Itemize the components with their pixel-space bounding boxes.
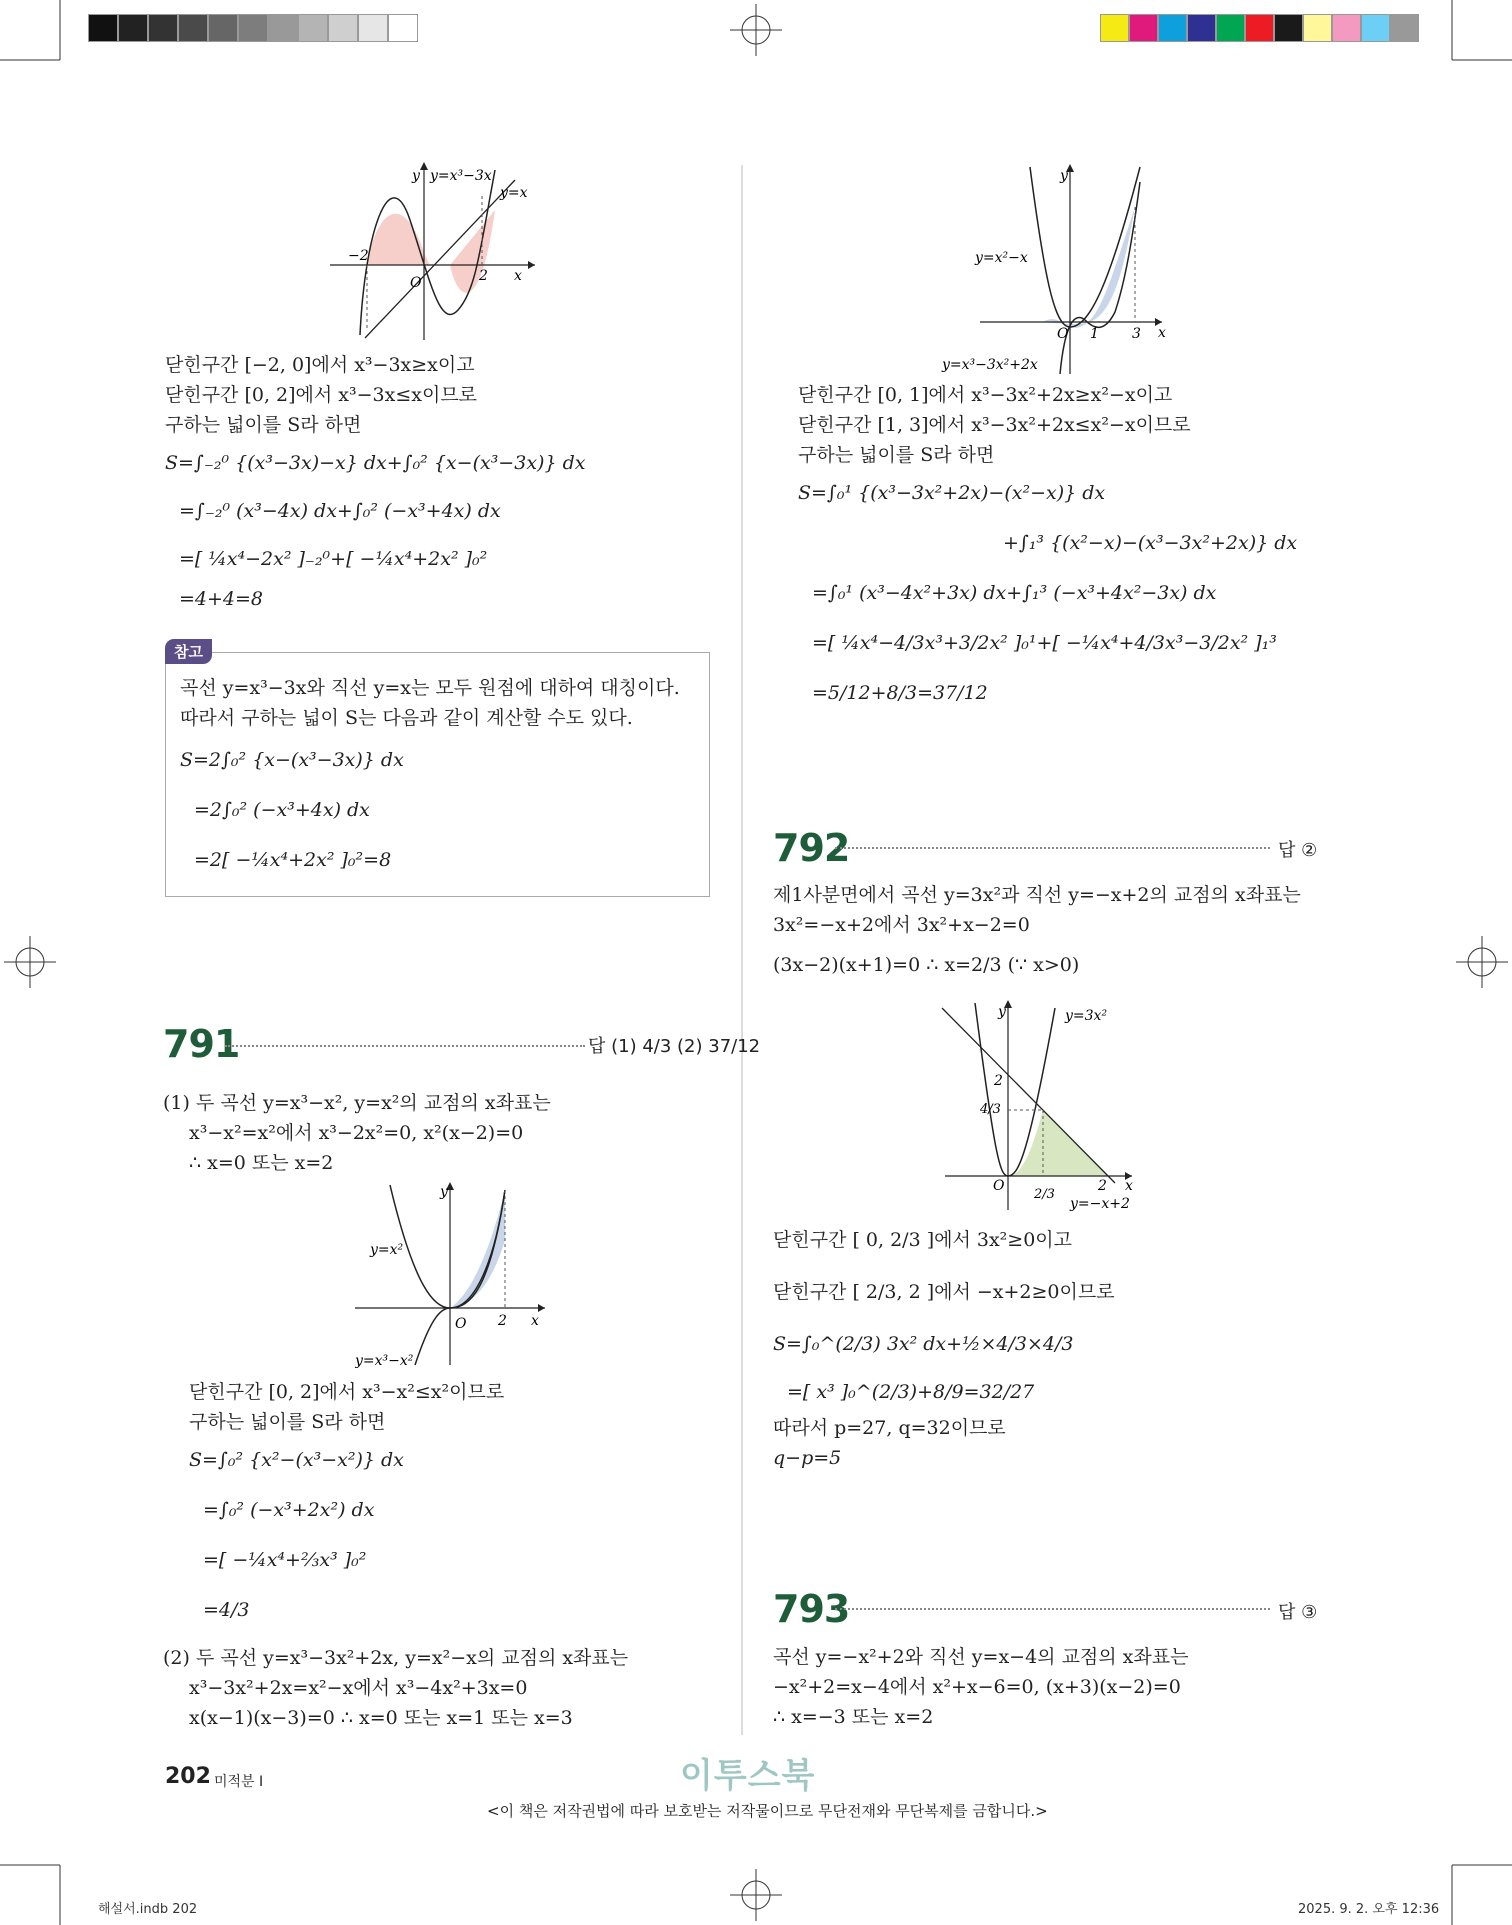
note-box (165, 643, 710, 897)
graph1-origin-label: O (410, 275, 422, 291)
copyright-notice: <이 책은 저작권법에 따라 보호받는 저작물이므로 무단전재와 무단복제를 금합니다.> (487, 1802, 1048, 1820)
graph-791-1 (355, 1180, 555, 1370)
graph-2-y: y (1060, 168, 1068, 184)
text-line: 닫힌구간 [0, 1]에서 x³−3x²+2x≥x²−x이고 (798, 384, 1173, 406)
text-line: x³−x²=x²에서 x³−2x²=0, x²(x−2)=0 (189, 1122, 524, 1144)
problem-number-793: 793 (773, 1587, 850, 1631)
graph-2-curve-b: y=x³−3x²+2x (942, 357, 1038, 373)
text-line: −x²+2=x−4에서 x²+x−6=0, (x+3)(x−2)=0 (773, 1676, 1181, 1698)
note-tag: 참고 (165, 639, 212, 664)
equation-line: S=∫₀² {x²−(x³−x²)} dx (189, 1449, 404, 1471)
answer-793: 답 ③ (1278, 1602, 1318, 1623)
graph-791-curve-a: y=x² (370, 1242, 404, 1258)
problem-number-791: 791 (163, 1022, 240, 1066)
equation-line: +∫₁³ {(x²−x)−(x³−3x²+2x)} dx (1003, 532, 1298, 554)
text-line: ∴ x=−3 또는 x=2 (773, 1706, 934, 1728)
p791-part2 (163, 1643, 733, 1733)
text-line: 닫힌구간 [0, 2]에서 x³−3x≤x이므로 (165, 384, 478, 406)
dotted-leader (225, 1045, 585, 1047)
equation-line: =[ ¼x⁴−4/3x³+3/2x² ]₀¹+[ −¼x⁴+4/3x³−3/2x² ]₁³ (812, 632, 1277, 654)
graph-792-line: y=−x+2 (1070, 1196, 1130, 1212)
graph-cubic-vs-line (330, 160, 550, 345)
dotted-leader (835, 847, 1270, 849)
file-name: 해설서.indb 202 (98, 1902, 198, 1917)
note-line: 곡선 y=x³−3x와 직선 y=x는 모두 원점에 대하여 대칭이다. (180, 677, 680, 699)
text-line: 닫힌구간 [ 2/3, 2 ]에서 −x+2≥0이므로 (773, 1281, 1115, 1303)
text-line: 구하는 넓이를 S라 하면 (165, 414, 362, 436)
equation-line: =[ −¼x⁴+⅔x³ ]₀² (203, 1549, 367, 1571)
problem-number-792: 792 (773, 826, 850, 870)
text-line: 3x²=−x+2에서 3x²+x−2=0 (773, 914, 1030, 936)
text-line: 제1사분면에서 곡선 y=3x²과 직선 y=−x+2의 교점의 x좌표는 (773, 884, 1301, 906)
equation-line: S=∫₋₂⁰ {(x³−3x)−x} dx+∫₀² {x−(x³−3x)} dx (165, 452, 586, 474)
print-timestamp: 2025. 9. 2. 오후 12:36 (1298, 1902, 1440, 1917)
p792-solution (773, 1225, 1333, 1473)
graph1-neg2-label: −2 (348, 248, 369, 264)
equation-line: =5/12+8/3=37/12 (812, 682, 988, 704)
note-equation: =2[ −¼x⁴+2x² ]₀²=8 (194, 849, 392, 871)
text-line: x(x−1)(x−3)=0 ∴ x=0 또는 x=1 또는 x=3 (189, 1707, 573, 1729)
note-equation: =2∫₀² (−x³+4x) dx (194, 799, 370, 821)
graph1-line-label: y=x (500, 185, 528, 201)
graph1-curve-label: y=x³−3x (430, 168, 492, 184)
note-line: 따라서 구하는 넓이 S는 다음과 같이 계산할 수도 있다. (180, 707, 633, 729)
equation-line: =[ x³ ]₀^(2/3)+8/9=32/27 (787, 1381, 1035, 1403)
equation-line: S=∫₀^(2/3) 3x² dx+½×4/3×4/3 (773, 1333, 1074, 1355)
text-line: x³−3x²+2x=x²−x에서 x³−4x²+3x=0 (189, 1677, 528, 1699)
graph1-2-label: 2 (479, 268, 488, 284)
graph-791-y: y (440, 1184, 448, 1200)
equation-line: =4/3 (203, 1599, 250, 1621)
graph-792-2b: 2 (1098, 1178, 1107, 1194)
text-line: 구하는 넓이를 S라 하면 (189, 1411, 386, 1433)
graph-791-2: 2 (498, 1313, 507, 1329)
publisher-logo: 이투스북 (680, 1756, 816, 1796)
graph-792-y: y (998, 1004, 1006, 1020)
equation-line: =4+4=8 (179, 588, 264, 610)
dotted-leader (835, 1608, 1270, 1610)
answer-791: 답 (1) 4/3 (2) 37/12 (588, 1036, 761, 1057)
text-line: q−p=5 (773, 1447, 842, 1469)
graph-791-x: x (531, 1313, 539, 1329)
note-equation: S=2∫₀² {x−(x³−3x)} dx (180, 749, 404, 771)
text-line: 따라서 p=27, q=32이므로 (773, 1417, 1006, 1439)
graph-792-curve: y=3x² (1065, 1008, 1108, 1024)
graph-2-curve-a: y=x²−x (975, 250, 1028, 266)
equation-line: =∫₀¹ (x³−4x²+3x) dx+∫₁³ (−x³+4x²−3x) dx (812, 582, 1217, 604)
graph-791-2 (940, 162, 1170, 377)
text-line: ∴ x=0 또는 x=2 (189, 1152, 334, 1174)
graph1-x-label: x (514, 268, 522, 284)
graph-791-origin: O (455, 1316, 467, 1332)
graph-2-origin: O (1057, 326, 1069, 342)
text-line: 구하는 넓이를 S라 하면 (798, 444, 995, 466)
answer-792: 답 ② (1278, 840, 1318, 861)
equation-line: =∫₀² (−x³+2x²) dx (203, 1499, 375, 1521)
graph-792-2: 2 (994, 1073, 1003, 1089)
graph-792-origin: O (993, 1178, 1005, 1194)
graph-2-x: x (1158, 325, 1166, 341)
graph-792-2-3: 2/3 (1034, 1187, 1055, 1202)
equation-line: S=∫₀¹ {(x³−3x²+2x)−(x²−x)} dx (798, 482, 1106, 504)
graph-792-x: x (1125, 1178, 1133, 1194)
p791-part1-solution (189, 1377, 709, 1625)
p792-intro (773, 880, 1343, 980)
graph-791-curve-b: y=x³−x² (355, 1353, 414, 1369)
text-line: 닫힌구간 [0, 2]에서 x³−x²≤x²이므로 (189, 1381, 505, 1403)
page-number: 202 (165, 1764, 211, 1789)
text-line: (3x−2)(x+1)=0 ∴ x=2/3 (∵ x>0) (773, 954, 1080, 976)
subject-label: 미적분 Ⅰ (214, 1774, 264, 1790)
solution-text-1 (165, 350, 725, 614)
graph-792 (940, 998, 1160, 1213)
graph-2-3: 3 (1132, 326, 1141, 342)
graph-2-1: 1 (1090, 326, 1099, 342)
equation-line: =[ ¼x⁴−2x² ]₋₂⁰+[ −¼x⁴+2x² ]₀² (179, 548, 488, 570)
text-line: (2) 두 곡선 y=x³−3x²+2x, y=x²−x의 교점의 x좌표는 (163, 1647, 629, 1669)
graph-792-4-3: 4/3 (980, 1102, 1001, 1117)
p791-part1 (163, 1088, 723, 1178)
text-line: 닫힌구간 [−2, 0]에서 x³−3x≥x이고 (165, 354, 475, 376)
text-line: (1) 두 곡선 y=x³−x², y=x²의 교점의 x좌표는 (163, 1092, 551, 1114)
text-line: 닫힌구간 [ 0, 2/3 ]에서 3x²≥0이고 (773, 1229, 1072, 1251)
solution-text-2 (798, 380, 1358, 708)
text-line: 곡선 y=−x²+2와 직선 y=x−4의 교점의 x좌표는 (773, 1646, 1189, 1668)
p793-text (773, 1642, 1343, 1732)
equation-line: =∫₋₂⁰ (x³−4x) dx+∫₀² (−x³+4x) dx (179, 500, 501, 522)
graph1-y-label: y (412, 168, 420, 184)
text-line: 닫힌구간 [1, 3]에서 x³−3x²+2x≤x²−x이므로 (798, 414, 1191, 436)
